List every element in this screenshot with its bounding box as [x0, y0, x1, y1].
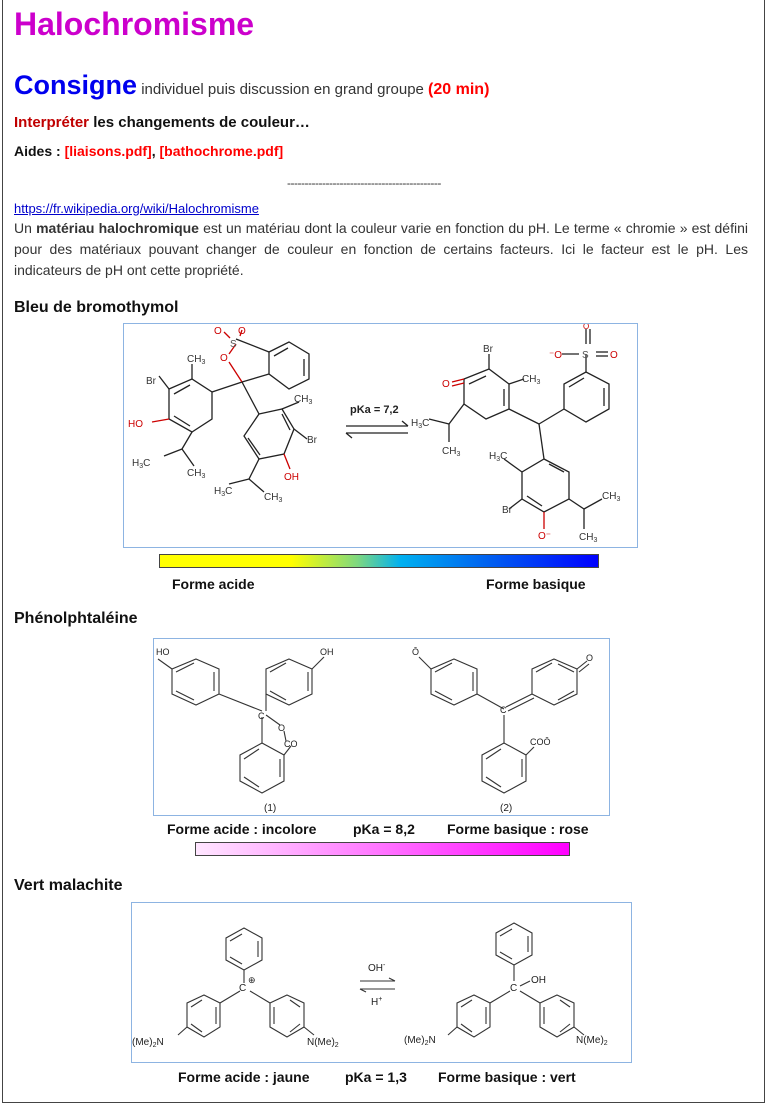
svg-text:O: O [214, 326, 222, 337]
link-liaisons[interactable]: [liaisons.pdf] [64, 143, 152, 159]
svg-text:COŌ: COŌ [530, 737, 551, 747]
svg-text:OH: OH [284, 472, 299, 483]
page-title: Halochromisme [14, 6, 255, 42]
svg-text:N(Me)2: $N(Me)_2$ [307, 1037, 339, 1049]
svg-text:N(Me)2: $N(Me)_2$ [576, 1035, 608, 1047]
svg-text:⁻O: ⁻O [549, 350, 563, 361]
phenolphtaleine-pka: pKa = 8,2 [353, 821, 415, 837]
svg-text:(1): (1) [264, 803, 277, 814]
svg-text:Br: Br [502, 505, 512, 516]
intro-prefix: Un [14, 220, 32, 236]
phenolphtaleine-structure-box [153, 638, 610, 816]
svg-text:(Me)2N: $(Me)_2N$ [132, 1037, 164, 1049]
separator-line: -------------------------------------------- [287, 176, 441, 190]
instruction-line [14, 114, 310, 131]
vert-malachite-structure-box [131, 902, 632, 1063]
svg-text:CH3: $CH_3$ [187, 354, 206, 366]
svg-text:O⁻: O⁻ [538, 531, 552, 542]
svg-text:CH3: $CH_3$ [579, 532, 598, 544]
svg-text:C: C [500, 705, 507, 715]
svg-text:H3C: $H_3C$ [489, 451, 508, 463]
svg-text:O: O [238, 326, 246, 337]
svg-text:CH3: $CH_3$ [264, 492, 283, 504]
consigne-line [14, 70, 489, 101]
svg-text:Br: Br [307, 435, 317, 446]
intro-paragraph [14, 218, 748, 281]
consigne-text: individuel puis discussion en grand groupe [141, 81, 424, 98]
aides-line [14, 143, 283, 159]
bromothymol-acid-label: Forme acide [172, 576, 255, 592]
svg-text:CH3: $CH_3$ [522, 374, 541, 386]
phenolphtaleine-acid-label: Forme acide : incolore [167, 821, 317, 837]
svg-text:Br: Br [483, 344, 493, 355]
vert-malachite-structures-image [132, 903, 631, 1062]
svg-text:O: O [586, 653, 594, 663]
bromothymol-pka: pKa = 7,2 [350, 404, 399, 416]
svg-text:(2): (2) [500, 803, 513, 814]
vert-malachite-pka: pKa = 1,3 [345, 1069, 407, 1085]
svg-text:OH: OH [320, 647, 334, 657]
intro-bold-term: matériau halochromique [36, 220, 199, 236]
section-title-bromothymol: Bleu de bromothymol [14, 299, 179, 316]
svg-text:(Me)2N: $(Me)_2N$ [404, 1035, 436, 1047]
svg-text:CH3: $CH_3$ [602, 491, 621, 503]
instruction-rest: les changements de couleur… [93, 114, 310, 131]
svg-text:O: O [442, 379, 450, 390]
svg-text:CH3: $CH_3$ [294, 394, 313, 406]
svg-text:Br: Br [146, 376, 156, 387]
phenolphtaleine-structures-image [154, 639, 609, 815]
svg-text:O: O [583, 324, 590, 331]
link-bathochrome[interactable]: [bathochrome.pdf] [159, 143, 284, 159]
svg-text:H3C: $H_3C$ [214, 486, 233, 498]
svg-text:S: S [230, 339, 237, 350]
svg-text:HO: HO [128, 419, 143, 430]
bromothymol-color-gradient [159, 554, 599, 568]
svg-text:Ō: Ō [412, 647, 420, 657]
svg-text:⊕: ⊕ [248, 975, 256, 985]
vert-malachite-base-label: Forme basique : vert [438, 1069, 576, 1085]
svg-text:H3C: $H_3C$ [411, 418, 430, 430]
svg-text:O: O [278, 723, 286, 733]
svg-text:CH3: $CH_3$ [187, 468, 206, 480]
vert-malachite-acid-label: Forme acide : jaune [178, 1069, 310, 1085]
svg-text:CO: CO [284, 739, 298, 749]
svg-text:O: O [220, 353, 228, 364]
aides-label: Aides : [14, 143, 61, 159]
svg-text:H+: H+ [371, 996, 383, 1008]
aides-separator: , [151, 143, 156, 159]
bromothymol-base-label: Forme basique [486, 576, 586, 592]
section-title-vert-malachite: Vert malachite [14, 877, 123, 894]
svg-text:OH-: OH- [368, 962, 386, 974]
section-title-phenolphtaleine: Phénolphtaléine [14, 610, 138, 627]
svg-text:C: C [239, 983, 247, 994]
wikipedia-link[interactable]: https://fr.wikipedia.org/wiki/Halochromisme [14, 201, 259, 216]
phenolphtaleine-base-label: Forme basique : rose [447, 821, 589, 837]
svg-text:S: S [582, 350, 589, 361]
instruction-verb: Interpréter [14, 114, 90, 131]
phenolphtaleine-color-gradient [195, 842, 570, 856]
bromothymol-structures-image [124, 324, 637, 547]
intro-rest: est un matériau dont la couleur varie en fonction du pH. Le terme « chromie » est défini pour des matériaux pouvant changer de couleur en fonction de certains facteurs. Ici le facteur est le pH. Les indicateurs de pH ont cette propriété. [14, 220, 748, 278]
svg-text:OH: OH [531, 975, 546, 986]
consigne-heading: Consigne [14, 70, 138, 100]
svg-text:C: C [510, 983, 518, 994]
bromothymol-structure-box [123, 323, 638, 548]
svg-text:CH3: $CH_3$ [442, 446, 461, 458]
svg-text:H3C: $H_3C$ [132, 458, 151, 470]
svg-text:O: O [610, 350, 618, 361]
svg-text:C: C [258, 711, 265, 721]
svg-text:HO: HO [156, 647, 170, 657]
consigne-duration: (20 min) [428, 81, 490, 98]
